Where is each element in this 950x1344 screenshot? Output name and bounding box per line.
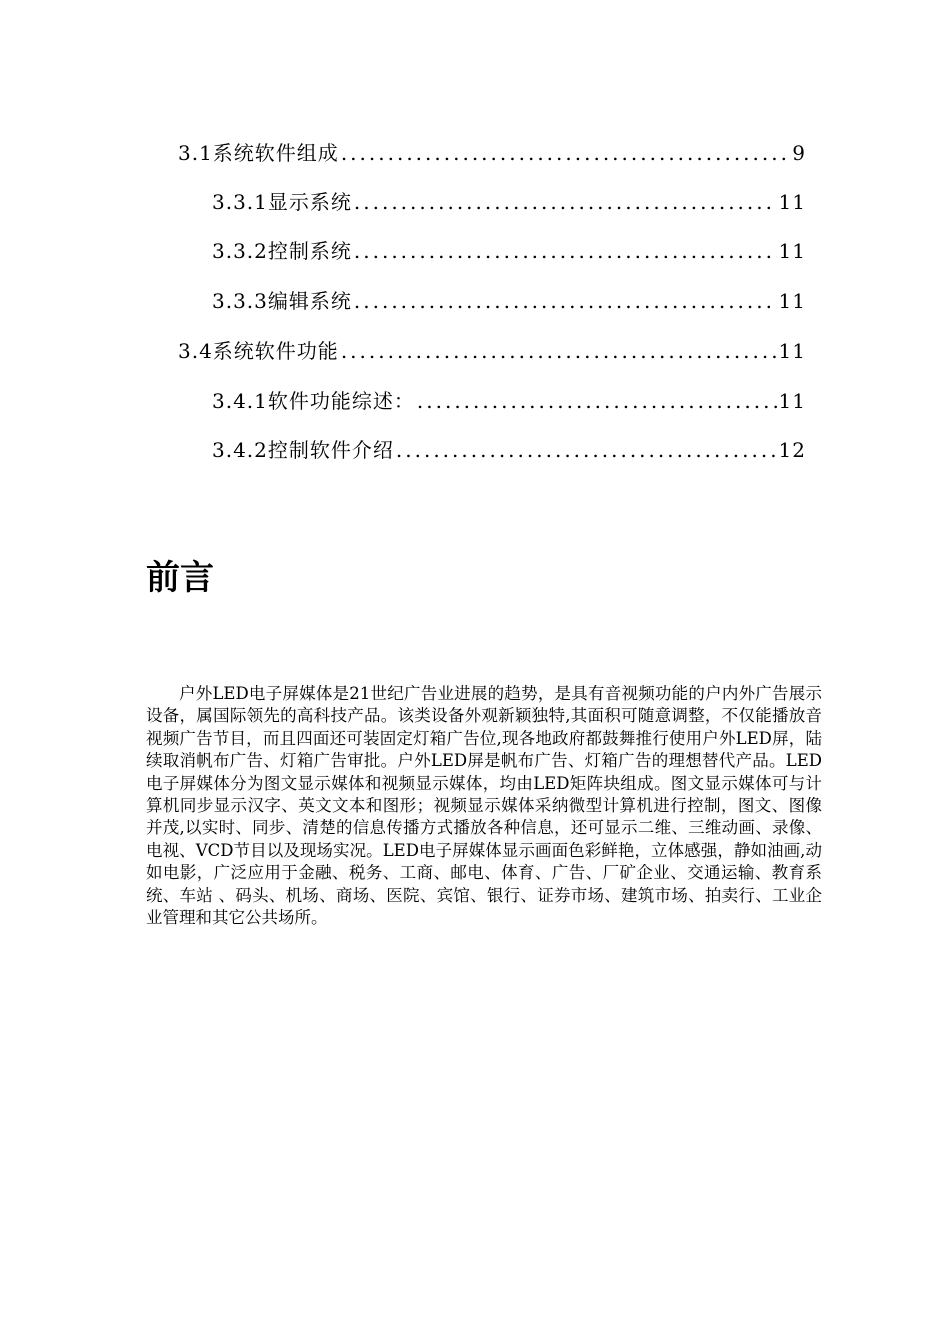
toc-entry-3-1[interactable] [178,140,806,166]
toc-entry-3-4-1[interactable] [212,388,806,414]
toc-entry-page: 12 [778,438,806,462]
toc-entry-page: 11 [778,389,806,413]
toc-entry-label: 3.3.1显示系统 [212,190,352,214]
preface-paragraph: 户外LED电子屏媒体是21世纪广告业进展的趋势，是具有音视频功能的户内外广告展示设备，属国际领先的高科技产品。该类设备外观新颖独特,其面积可随意调整，不仅能播放音视频广告节目，而且四面还可装固定灯箱广告位,现各地政府都鼓舞推行使用户外LED屏，陆续取消帆布广告、灯箱广告审批。户外LED屏是帆布广告、灯箱广告的理想替代产品。LED电子屏媒体分为图文显示媒体和视频显示媒体，均由LED矩阵块组成。图文显示媒体可与计算机同步显示汉字、英文文本和图形；视频显示媒体采纳微型计算机进行控制，图文、图像并茂,以实时、同步、清楚的信息传播方式播放各种信息，还可显示二维、三维动画、录像、电视、VCD节目以及现场实况。LED电子屏媒体显示画面色彩鲜艳，立体感强，静如油画,动如电影，广泛应用于金融、税务、工商、邮电、体育、广告、厂矿企业、交通运输、教育系统、车站 、码头、机场、商场、医院、宾馆、银行、证券市场、建筑市场、拍卖行、工业企业管理和其它公共场所。 [146,684,822,928]
toc-leader-dots [417,388,777,414]
toc-entry-3-4-2[interactable] [212,437,806,463]
toc-entry-3-3-3[interactable] [212,288,806,314]
toc-entry-3-4[interactable] [178,338,806,364]
toc-entry-label: 3.4系统软件功能 [178,339,339,363]
toc-entry-page: 11 [778,239,806,263]
toc-entry-label: 3.3.2控制系统 [212,239,352,263]
preface-heading: 前言 [146,558,214,598]
toc-entry-page: 11 [778,339,806,363]
toc-entry-label: 3.4.2控制软件介绍 [212,438,394,462]
toc-entry-page: 11 [778,289,806,313]
toc-entry-label: 3.3.3编辑系统 [212,289,352,313]
toc-leader-dots [341,338,777,364]
toc-entry-page: 11 [778,190,806,214]
toc-leader-dots [354,189,777,215]
toc-entry-label: 3.1系统软件组成 [178,141,339,165]
toc-leader-dots [396,437,777,463]
toc-entry-3-3-1[interactable] [212,189,806,215]
toc-entry-3-3-2[interactable] [212,238,806,264]
toc-leader-dots [354,238,777,264]
toc-leader-dots [354,288,777,314]
toc-entry-label: 3.4.1软件功能综述： [212,389,415,413]
toc-entry-page: 9 [792,141,806,165]
toc-leader-dots [341,140,790,166]
